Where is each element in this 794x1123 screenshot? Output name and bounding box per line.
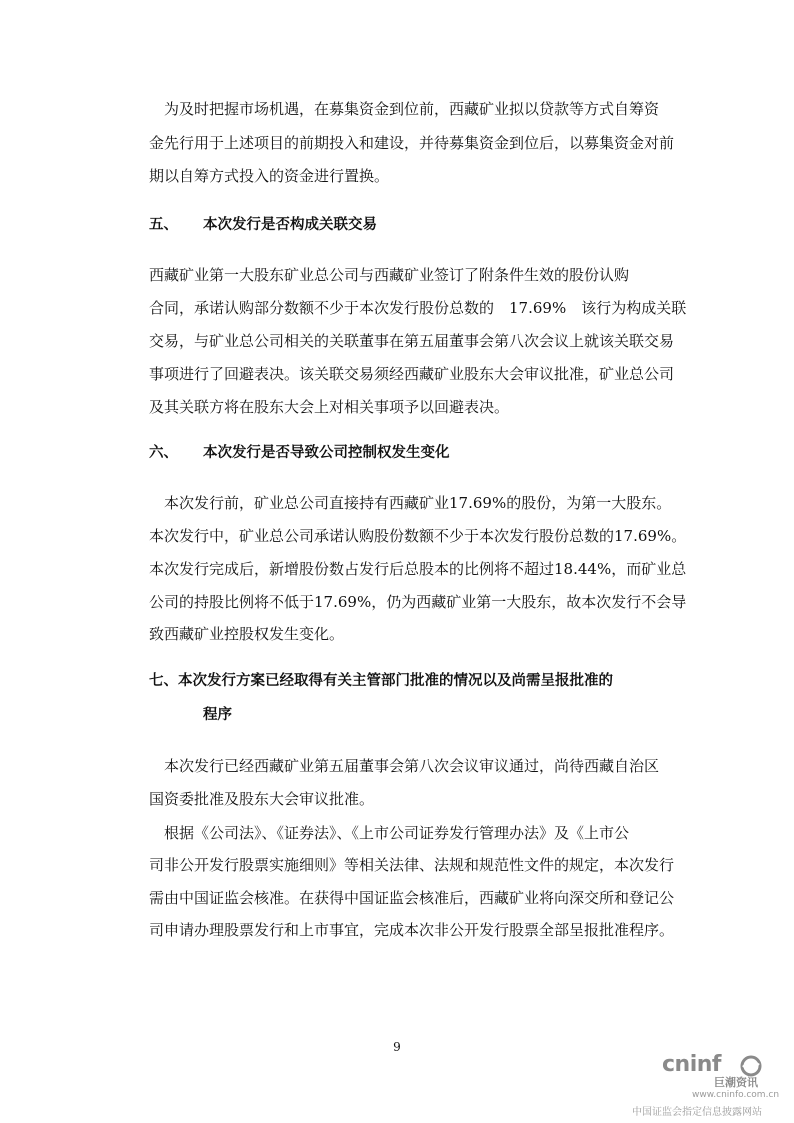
- body-line: 公司的持股比例将不低于17.69%，仍为西藏矿业第一大股东，故本次发行不会导: [149, 593, 687, 611]
- section-number: 六、: [149, 445, 178, 461]
- body-line: 合同，承诺认购部分数额不少于本次发行股份总数的 17.69% 该行为构成关联: [149, 299, 687, 317]
- body-line: 金先行用于上述项目的前期投入和建设，并待募集资金到位后，以募集资金对前: [149, 134, 675, 152]
- body-line: 本次发行前，矿业总公司直接持有西藏矿业17.69%的股份，为第一大股东。: [149, 494, 672, 512]
- body-line: 事项进行了回避表决。该关联交易须经西藏矿业股东大会审议批准，矿业总公司: [149, 365, 675, 383]
- body-line: 国资委批准及股东大会审议批准。: [149, 790, 375, 808]
- watermark-logo-text: cninf: [662, 1052, 721, 1077]
- body-line: 致西藏矿业控股权发生变化。: [149, 625, 345, 643]
- body-line: 及其关联方将在股东大会上对相关事项予以回避表决。: [149, 398, 510, 416]
- section-title: 本次发行是否构成关联交易: [203, 217, 377, 233]
- body-line: 根据《公司法》、《证券法》、《上市公司证券发行管理办法》及《上市公: [149, 824, 630, 842]
- section-title: 本次发行是否导致公司控制权发生变化: [203, 445, 450, 461]
- body-line: 需由中国证监会核准。在获得中国证监会核准后，西藏矿业将向深交所和登记公: [149, 889, 675, 907]
- section-heading-6: [149, 443, 450, 463]
- body-line: 交易，与矿业总公司相关的关联董事在第五届董事会第八次会议上就该关联交易: [149, 332, 675, 350]
- section-heading-5: [149, 215, 377, 235]
- body-line: 本次发行已经西藏矿业第五届董事会第八次会议审议通过，尚待西藏自治区: [149, 757, 660, 775]
- body-line: 为及时把握市场机遇，在募集资金到位前，西藏矿业拟以贷款等方式自筹资: [149, 100, 660, 118]
- section-heading-7-cont: 程序: [203, 707, 232, 723]
- body-line: 司申请办理股票发行和上市事宜，完成本次非公开发行股票全部呈报批准程序。: [149, 921, 675, 939]
- cninfo-watermark: [632, 1052, 782, 1118]
- body-line: 本次发行中，矿业总公司承诺认购股份数额不少于本次发行股份总数的17.69%。: [149, 527, 687, 545]
- body-line: 西藏矿业第一大股东矿业总公司与西藏矿业签订了附条件生效的股份认购: [149, 266, 630, 284]
- section-heading-7: 七、本次发行方案已经取得有关主管部门批准的情况以及尚需呈报批准的: [149, 673, 613, 689]
- body-line: 本次发行完成后，新增股份数占发行后总股本的比例将不超过18.44%，而矿业总: [149, 560, 687, 578]
- page-number: 9: [393, 1040, 401, 1054]
- body-line: 司非公开发行股票实施细则》等相关法律、法规和规范性文件的规定，本次发行: [149, 856, 675, 874]
- watermark-url: www.cninfo.com.cn: [692, 1090, 780, 1100]
- section-number: 五、: [149, 217, 178, 233]
- watermark-site: 中国证监会指定信息披露网站: [632, 1107, 762, 1118]
- body-line: 期以自筹方式投入的资金进行置换。: [149, 167, 390, 185]
- watermark-cn-name: 巨潮资讯: [714, 1076, 758, 1089]
